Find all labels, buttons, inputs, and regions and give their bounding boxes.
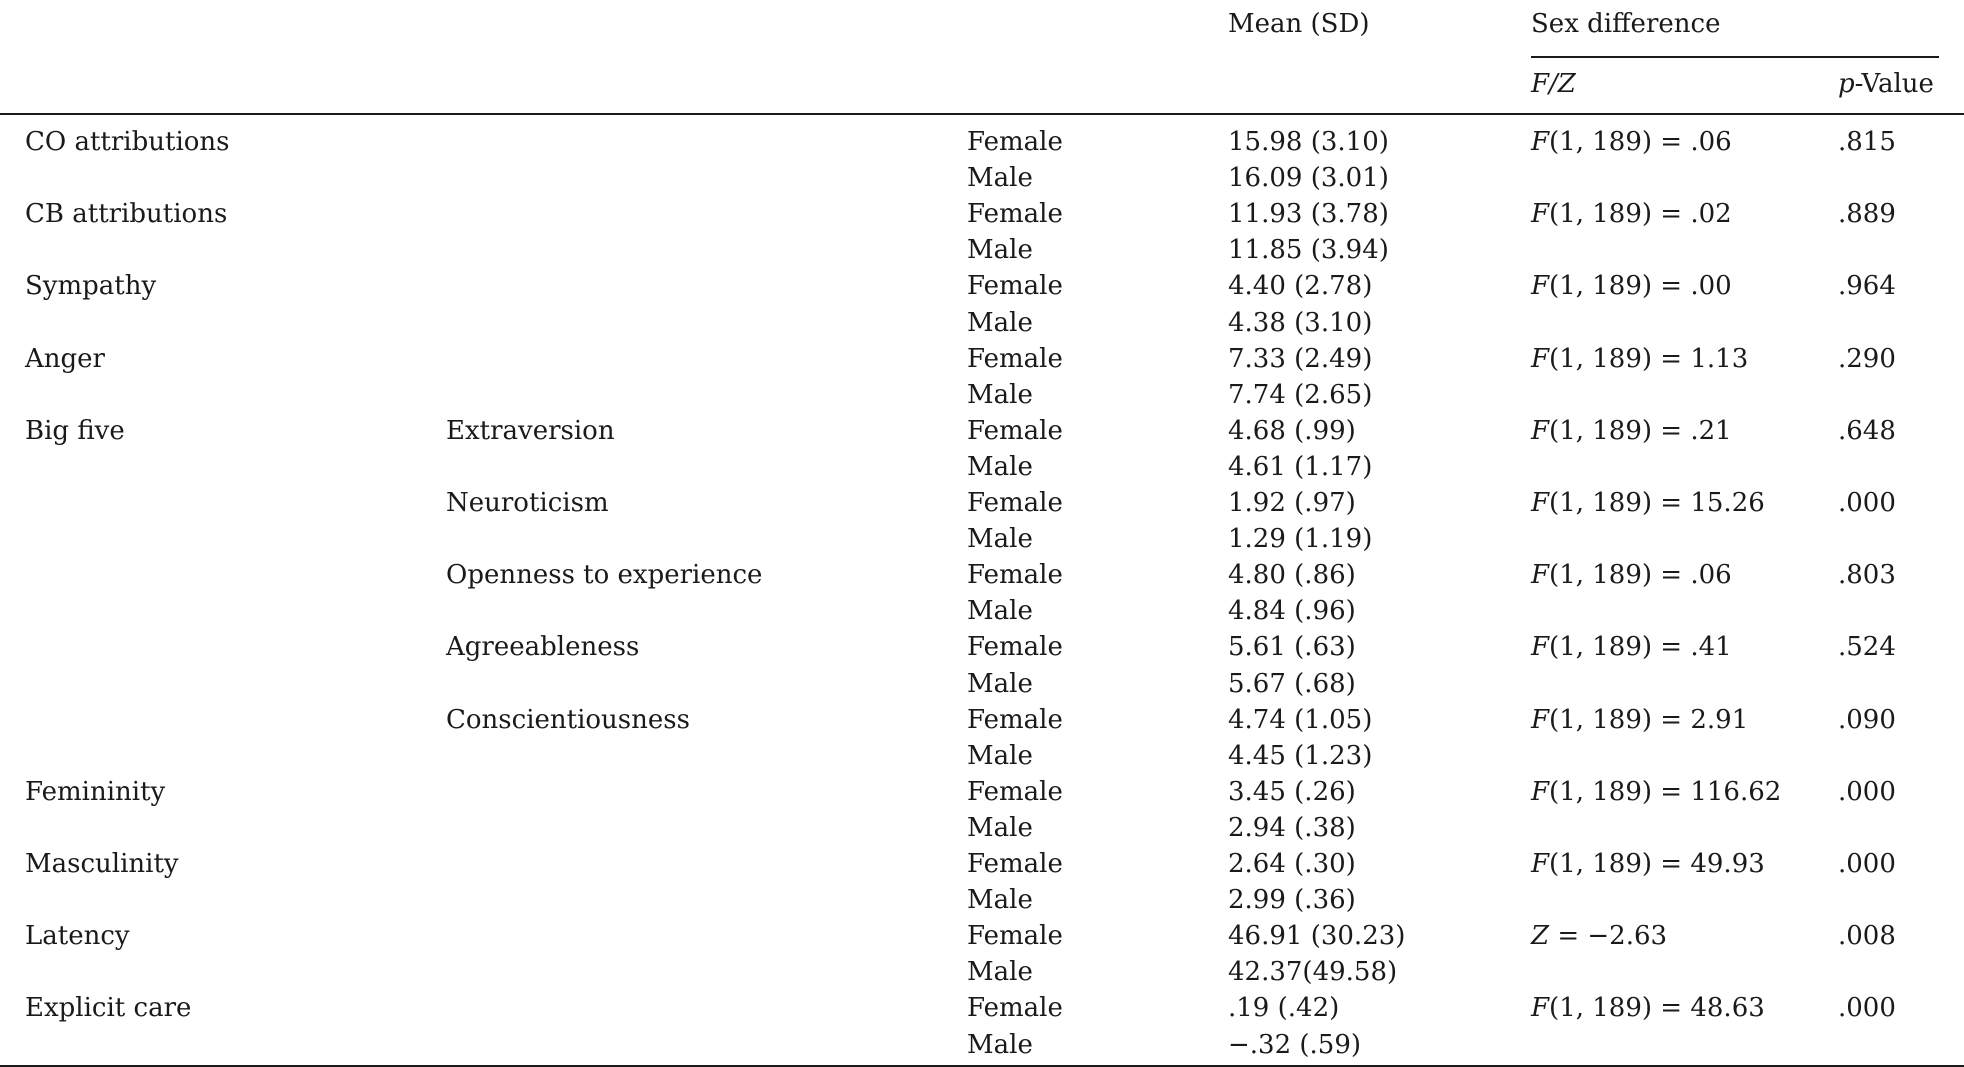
mean-sd-cell: 4.74 (1.05): [1228, 704, 1373, 735]
sex-cell: Male: [967, 885, 1033, 916]
mean-sd-cell: 16.09 (3.01): [1228, 163, 1389, 194]
sex-cell: Female: [967, 343, 1063, 374]
stat-cell: [1531, 702, 1748, 738]
stat-value: (1, 189) = .00: [1549, 271, 1732, 302]
stat-value: (1, 189) = 48.63: [1549, 993, 1765, 1024]
table-row: [0, 521, 1964, 557]
header-fz: F/Z: [1531, 69, 1576, 99]
stat-value: (1, 189) = 49.93: [1549, 849, 1765, 879]
variable-cell: Latency: [25, 921, 130, 952]
p-value-cell: .815: [1838, 127, 1896, 157]
sex-cell: Male: [967, 524, 1033, 555]
p-value-cell: .290: [1838, 343, 1896, 374]
stat-cell: [1531, 557, 1732, 593]
sex-cell: Male: [967, 812, 1033, 843]
sex-cell: Male: [967, 596, 1033, 627]
p-value-cell: .964: [1838, 271, 1896, 302]
p-value-cell: .000: [1838, 488, 1896, 518]
p-value-cell: .889: [1838, 199, 1896, 230]
mean-sd-cell: 15.98 (3.10): [1228, 127, 1389, 157]
sex-cell: Male: [967, 307, 1033, 338]
table-row: [0, 305, 1964, 341]
mean-sd-cell: 4.61 (1.17): [1228, 451, 1373, 482]
stat-letter: F: [1531, 632, 1550, 663]
stat-letter: F: [1531, 343, 1550, 374]
subscale-cell: Neuroticism: [446, 488, 609, 518]
stat-letter: F: [1531, 776, 1550, 807]
sex-cell: Female: [967, 849, 1063, 879]
variable-cell: CO attributions: [25, 127, 230, 157]
mean-sd-cell: −.32 (.59): [1228, 1029, 1362, 1060]
mean-sd-cell: 4.38 (3.10): [1228, 307, 1373, 338]
variable-cell: Big five: [25, 415, 125, 446]
table-row: [0, 882, 1964, 918]
p-value-cell: .000: [1838, 993, 1896, 1024]
table-row: [0, 738, 1964, 774]
sex-cell: Male: [967, 235, 1033, 266]
mean-sd-cell: 46.91 (30.23): [1228, 921, 1406, 952]
sex-cell: Female: [967, 271, 1063, 302]
stat-value: (1, 189) = 15.26: [1549, 488, 1765, 518]
p-value-cell: .000: [1838, 776, 1896, 807]
header-bottom-rule: [0, 113, 1964, 115]
mean-sd-cell: 5.61 (.63): [1228, 632, 1356, 663]
table-row: [0, 341, 1964, 377]
mean-sd-cell: 2.99 (.36): [1228, 885, 1356, 916]
variable-cell: Anger: [25, 343, 105, 374]
mean-sd-cell: 4.84 (.96): [1228, 596, 1356, 627]
mean-sd-cell: 4.80 (.86): [1228, 560, 1356, 591]
mean-sd-cell: 7.74 (2.65): [1228, 379, 1373, 410]
stat-cell: [1531, 918, 1667, 954]
p-value-cell: .524: [1838, 632, 1896, 663]
table-row: [0, 666, 1964, 702]
variable-cell: CB attributions: [25, 199, 228, 230]
sex-difference-rule: [1531, 56, 1939, 58]
stat-cell: [1531, 413, 1732, 449]
p-value-cell: .803: [1838, 560, 1896, 591]
sex-cell: Female: [967, 415, 1063, 446]
mean-sd-cell: 7.33 (2.49): [1228, 343, 1373, 374]
header-mean-sd: Mean (SD): [1228, 9, 1370, 39]
table-row: [0, 954, 1964, 990]
table-end-rule: [0, 1065, 1964, 1067]
variable-cell: Femininity: [25, 776, 166, 807]
stat-value: (1, 189) = 116.62: [1549, 776, 1782, 807]
mean-sd-cell: 5.67 (.68): [1228, 668, 1356, 699]
table-row: [0, 557, 1964, 593]
stat-value: (1, 189) = .06: [1549, 127, 1732, 157]
table-row: [0, 268, 1964, 304]
stat-letter: F: [1531, 415, 1550, 446]
stat-value: (1, 189) = 1.13: [1549, 343, 1749, 374]
stat-letter: Z: [1531, 921, 1550, 952]
sex-cell: Male: [967, 379, 1033, 410]
stat-cell: [1531, 124, 1732, 160]
header-sex-difference: Sex difference: [1531, 9, 1721, 39]
stat-value: (1, 189) = .21: [1549, 415, 1732, 446]
stat-cell: [1531, 774, 1781, 810]
mean-sd-cell: 3.45 (.26): [1228, 776, 1356, 807]
table-row: [0, 232, 1964, 268]
header-p-letter: p: [1838, 69, 1855, 99]
stat-cell: [1531, 846, 1765, 882]
stat-cell: [1531, 341, 1748, 377]
subscale-cell: Agreeableness: [446, 632, 640, 663]
sex-cell: Male: [967, 163, 1033, 194]
stat-cell: [1531, 268, 1732, 304]
table-row: [0, 124, 1964, 160]
sex-cell: Female: [967, 704, 1063, 735]
mean-sd-cell: 4.40 (2.78): [1228, 271, 1373, 302]
table-row: [0, 485, 1964, 521]
sex-cell: Male: [967, 740, 1033, 771]
stat-letter: F: [1531, 560, 1550, 591]
stat-value: = −2.63: [1549, 921, 1668, 952]
p-value-cell: .090: [1838, 704, 1896, 735]
stat-letter: F: [1531, 704, 1550, 735]
table-row: [0, 846, 1964, 882]
stat-cell: [1531, 629, 1732, 665]
p-value-cell: .008: [1838, 921, 1896, 952]
stat-cell: [1531, 990, 1765, 1026]
table-row: [0, 377, 1964, 413]
subscale-cell: Conscientiousness: [446, 704, 690, 735]
sex-cell: Female: [967, 776, 1063, 807]
stat-cell: [1531, 485, 1765, 521]
table-row: [0, 774, 1964, 810]
table-row: [0, 629, 1964, 665]
sex-cell: Male: [967, 957, 1033, 988]
table-row: [0, 196, 1964, 232]
table-row: [0, 413, 1964, 449]
stat-value: (1, 189) = 2.91: [1549, 704, 1749, 735]
subscale-cell: Extraversion: [446, 415, 615, 446]
mean-sd-cell: 42.37(49.58): [1228, 957, 1398, 988]
stat-cell: [1531, 196, 1732, 232]
table-row: [0, 702, 1964, 738]
mean-sd-cell: 1.29 (1.19): [1228, 524, 1373, 555]
sex-cell: Female: [967, 560, 1063, 591]
subscale-cell: Openness to experience: [446, 560, 763, 591]
p-value-cell: .648: [1838, 415, 1896, 446]
variable-cell: Sympathy: [25, 271, 157, 302]
sex-cell: Female: [967, 127, 1063, 157]
sex-cell: Male: [967, 1029, 1033, 1060]
sex-cell: Female: [967, 488, 1063, 518]
stat-letter: F: [1531, 199, 1550, 230]
mean-sd-cell: .19 (.42): [1228, 993, 1340, 1024]
sex-cell: Male: [967, 668, 1033, 699]
p-value-cell: .000: [1838, 849, 1896, 879]
table-row: [0, 810, 1964, 846]
mean-sd-cell: 2.94 (.38): [1228, 812, 1356, 843]
stat-value: (1, 189) = .06: [1549, 560, 1732, 591]
table-row: [0, 160, 1964, 196]
sex-cell: Female: [967, 921, 1063, 952]
mean-sd-cell: 11.93 (3.78): [1228, 199, 1389, 230]
variable-cell: Masculinity: [25, 849, 179, 879]
table-row: [0, 918, 1964, 954]
table-row: [0, 1027, 1964, 1063]
table-row: [0, 449, 1964, 485]
stat-value: (1, 189) = .02: [1549, 199, 1732, 230]
mean-sd-cell: 4.45 (1.23): [1228, 740, 1373, 771]
stat-letter: F: [1531, 127, 1550, 157]
header-p-value: [1838, 68, 1934, 100]
header-p-suffix: -Value: [1854, 69, 1934, 99]
stat-letter: F: [1531, 271, 1550, 302]
sex-cell: Female: [967, 199, 1063, 230]
sex-cell: Female: [967, 632, 1063, 663]
stat-value: (1, 189) = .41: [1549, 632, 1732, 663]
sex-cell: Male: [967, 451, 1033, 482]
table-row: [0, 593, 1964, 629]
mean-sd-cell: 2.64 (.30): [1228, 849, 1356, 879]
mean-sd-cell: 11.85 (3.94): [1228, 235, 1389, 266]
table-row: [0, 990, 1964, 1026]
stat-letter: F: [1531, 993, 1550, 1024]
sex-cell: Female: [967, 993, 1063, 1024]
stat-letter: F: [1531, 849, 1550, 879]
mean-sd-cell: 4.68 (.99): [1228, 415, 1356, 446]
variable-cell: Explicit care: [25, 993, 192, 1024]
stat-letter: F: [1531, 488, 1550, 518]
mean-sd-cell: 1.92 (.97): [1228, 488, 1356, 518]
